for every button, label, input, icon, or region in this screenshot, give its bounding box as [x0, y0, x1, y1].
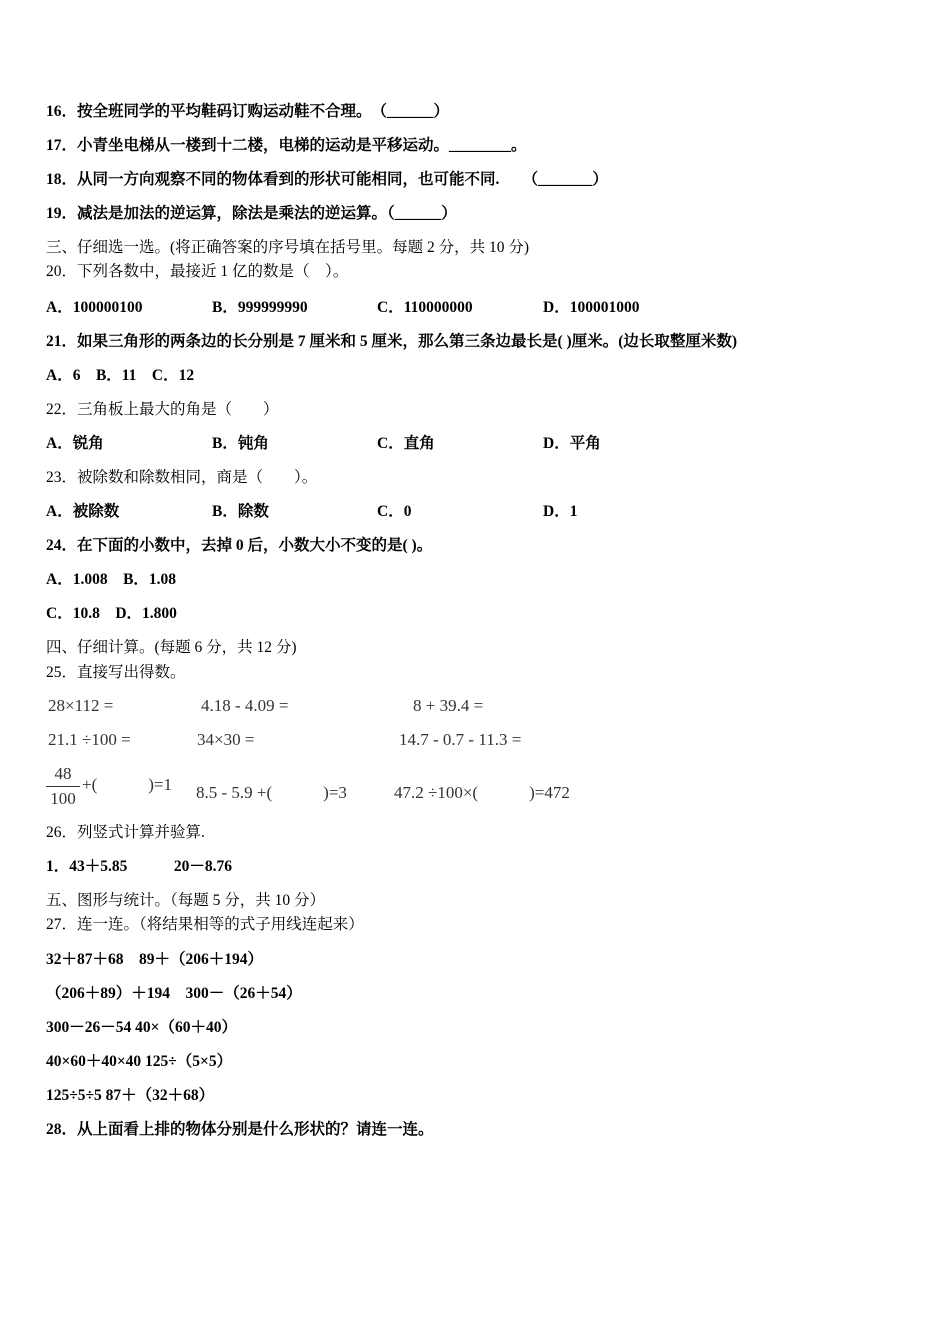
calc-r1-c1: 28×112 =: [48, 696, 114, 715]
q27-row-2: （206＋89）＋194 300－（26＋54）: [46, 985, 302, 1002]
calc-r3-c2: 8.5 - 5.9 +( )=3: [196, 783, 347, 802]
q20-option-a: A．100000100: [46, 299, 143, 316]
question-17: 17．小青坐电梯从一楼到十二楼，电梯的运动是平移运动。________。: [46, 137, 527, 154]
q23-option-a: A．被除数: [46, 503, 120, 520]
q20-option-c: C．110000000: [377, 299, 473, 316]
section-5-heading: 五、图形与统计。（每题 5 分，共 10 分）: [46, 892, 326, 909]
question-24-stem: 24．在下面的小数中，去掉 0 后，小数大小不变的是( )。: [46, 537, 433, 554]
q27-row-1: 32＋87＋68 89＋（206＋194）: [46, 951, 264, 968]
question-22-stem: 22．三角板上最大的角是（ ）: [46, 401, 279, 418]
q22-option-b: B．钝角: [212, 435, 269, 452]
section-4-heading: 四、仔细计算。(每题 6 分，共 12 分): [46, 639, 297, 656]
q27-row-5: 125÷5÷5 87＋（32＋68）: [46, 1087, 215, 1104]
q27-row-4: 40×60＋40×40 125÷（5×5）: [46, 1053, 233, 1070]
calc-r1-c3: 8 + 39.4 =: [413, 696, 484, 715]
question-18: 18．从同一方向观察不同的物体看到的形状可能相同，也可能不同. （_______）: [46, 171, 608, 188]
q23-option-d: D．1: [543, 503, 578, 520]
fraction-bar: [46, 786, 80, 787]
fraction-numerator: 48: [54, 764, 72, 783]
question-26-items: 1．43＋5.85 20－8.76: [46, 858, 233, 875]
q24-options-row1: A．1.008 B．1.08: [46, 571, 177, 588]
q27-row-3: 300－26－54 40×（60＋40）: [46, 1019, 237, 1036]
question-25-stem: 25．直接写出得数。: [46, 664, 186, 681]
calc-r3-c1: +( )=1: [82, 775, 172, 794]
question-27-stem: 27．连一连。（将结果相等的式子用线连起来）: [46, 916, 364, 933]
question-26-stem: 26．列竖式计算并验算.: [46, 824, 205, 841]
question-23-stem: 23．被除数和除数相同，商是（ ）。: [46, 469, 318, 486]
calc-r3-c3: 47.2 ÷100×( )=472: [394, 783, 570, 802]
calc-r2-c2: 34×30 =: [197, 730, 255, 749]
q23-option-c: C．0: [377, 503, 412, 520]
section-3-heading: 三、仔细选一选。(将正确答案的序号填在括号里。每题 2 分，共 10 分): [46, 239, 530, 256]
q20-option-d: D．100001000: [543, 299, 640, 316]
q20-option-b: B．999999990: [212, 299, 308, 316]
question-20-stem: 20．下列各数中，最接近 1 亿的数是（ ）。: [46, 263, 349, 280]
q21-options: A．6 B．11 C．12: [46, 367, 195, 384]
q22-option-a: A．锐角: [46, 435, 104, 452]
calc-r2-c3: 14.7 - 0.7 - 11.3 =: [399, 730, 522, 749]
q22-option-c: C．直角: [377, 435, 435, 452]
q23-option-b: B．除数: [212, 503, 269, 520]
q24-options-row2: C．10.8 D．1.800: [46, 605, 177, 622]
question-28: 28．从上面看上排的物体分别是什么形状的？请连一连。: [46, 1121, 434, 1138]
calc-r1-c2: 4.18 - 4.09 =: [201, 696, 289, 715]
question-19: 19．减法是加法的逆运算，除法是乘法的逆运算。（______）: [46, 205, 457, 222]
question-21-stem: 21．如果三角形的两条边的长分别是 7 厘米和 5 厘米，那么第三条边最长是( )厘米。(边长取整厘米数): [46, 333, 738, 350]
calc-r2-c1: 21.1 ÷100 =: [48, 730, 131, 749]
question-16: 16．按全班同学的平均鞋码订购运动鞋不合理。 （______）: [46, 103, 450, 120]
q22-option-d: D．平角: [543, 435, 601, 452]
fraction-48-100: [46, 764, 80, 809]
fraction-denominator: 100: [50, 789, 76, 808]
